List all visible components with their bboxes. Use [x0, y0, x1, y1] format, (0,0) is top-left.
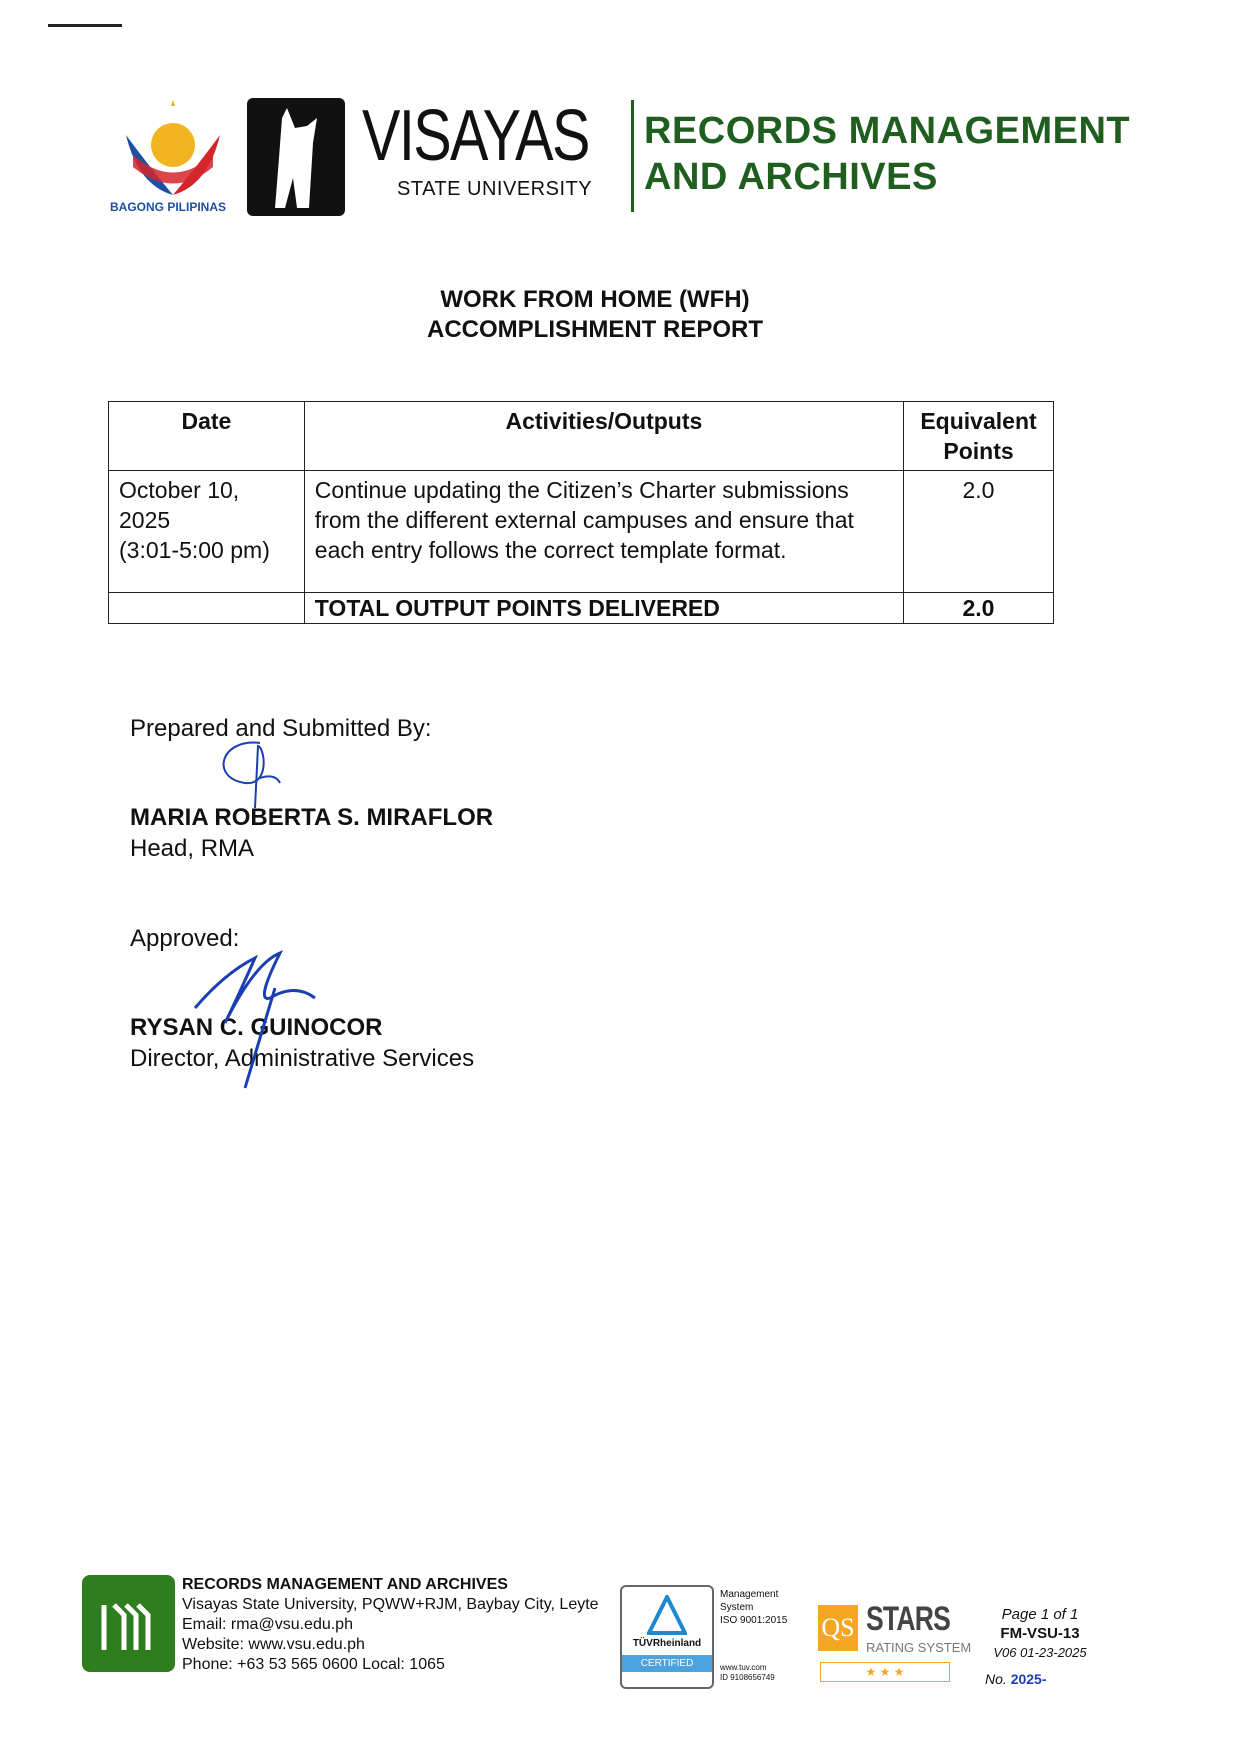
tuv-certified: CERTIFIED	[622, 1655, 712, 1672]
tuv-web: www.tuv.com	[720, 1663, 767, 1672]
tuv-system2: System	[720, 1602, 754, 1613]
total-row	[109, 593, 1054, 624]
tuv-details	[720, 1588, 787, 1683]
row-activity: Continue updating the Citizen’s Charter submissions from the different external campuses and ensure that each entry follows the correct template format.	[304, 471, 903, 593]
date-line2: 2025	[119, 507, 171, 533]
total-empty-cell	[109, 593, 305, 624]
document-title	[0, 285, 1190, 345]
qs-stars: STARS	[866, 1600, 951, 1638]
tuv-triangle-icon	[647, 1595, 687, 1635]
total-points: 2.0	[904, 593, 1054, 624]
bagong-pilipinas-logo	[118, 95, 228, 200]
office-name	[644, 108, 1130, 200]
office-name-line2: AND ARCHIVES	[644, 156, 938, 198]
qs-logo: QS	[818, 1605, 858, 1651]
header-points: Equivalent Points	[904, 402, 1054, 471]
tuv-id: ID 9108656749	[720, 1673, 775, 1682]
tuv-certification-badge	[620, 1585, 714, 1689]
qs-star-rating: ★ ★ ★	[820, 1662, 950, 1682]
university-name: VISAYAS	[362, 96, 589, 176]
table-row	[109, 471, 1054, 593]
title-line1: WORK FROM HOME (WFH)	[440, 286, 750, 313]
rma-footer-logo	[82, 1575, 175, 1672]
row-date	[109, 471, 305, 593]
total-label: TOTAL OUTPUT POINTS DELIVERED	[304, 593, 903, 624]
number-label: No.	[985, 1671, 1007, 1687]
signature-miraflor	[200, 738, 320, 808]
title-line2: ACCOMPLISHMENT REPORT	[427, 316, 763, 343]
prepared-name: MARIA ROBERTA S. MIRAFLOR	[130, 804, 494, 831]
footer-phone: Phone: +63 53 565 0600 Local: 1065	[182, 1656, 445, 1673]
approved-by-block	[130, 923, 474, 1074]
tuv-system1: Management	[720, 1589, 779, 1600]
header-activities: Activities/Outputs	[304, 402, 903, 471]
footer-website: Website: www.vsu.edu.ph	[182, 1636, 365, 1653]
tuv-iso: ISO 9001:2015	[720, 1615, 788, 1626]
header-divider	[631, 100, 634, 212]
document-number	[985, 1670, 1095, 1689]
tuv-brand: TÜVRheinland	[632, 1638, 702, 1649]
bagong-pilipinas-label: BAGONG PILIPINAS	[110, 200, 227, 214]
scan-mark	[48, 24, 122, 27]
page-info	[985, 1605, 1095, 1689]
approved-label: Approved:	[130, 925, 240, 952]
row-points: 2.0	[904, 471, 1054, 593]
qs-rating: RATING SYSTEM	[866, 1640, 972, 1655]
approved-name: RYSAN C. GUINOCOR	[130, 1014, 383, 1041]
header-date: Date	[109, 402, 305, 471]
form-code: FM-VSU-13	[1000, 1625, 1080, 1642]
vsu-oblation-logo	[247, 98, 345, 216]
footer-office: RECORDS MANAGEMENT AND ARCHIVES	[182, 1576, 508, 1593]
footer-email: Email: rma@vsu.edu.ph	[182, 1616, 353, 1633]
prepared-label: Prepared and Submitted By:	[130, 715, 432, 742]
approved-position: Director, Administrative Services	[130, 1045, 475, 1072]
date-line1: October 10,	[119, 477, 240, 503]
prepared-by-block	[130, 713, 493, 864]
footer-contact	[182, 1575, 599, 1675]
office-name-line1: RECORDS MANAGEMENT	[644, 110, 1131, 152]
university-subtitle: STATE UNIVERSITY	[397, 178, 593, 200]
form-version: V06 01-23-2025	[993, 1645, 1087, 1660]
number-value: 2025-	[1010, 1671, 1047, 1687]
page-number: Page 1 of 1	[1001, 1606, 1079, 1623]
date-line3: (3:01-5:00 pm)	[119, 537, 270, 563]
table-header-row	[109, 402, 1054, 471]
accomplishment-table	[108, 401, 1054, 624]
footer-address: Visayas State University, PQWW+RJM, Baybay City, Leyte	[182, 1596, 599, 1613]
signature-guinocor	[185, 943, 345, 1093]
prepared-position: Head, RMA	[130, 835, 255, 862]
